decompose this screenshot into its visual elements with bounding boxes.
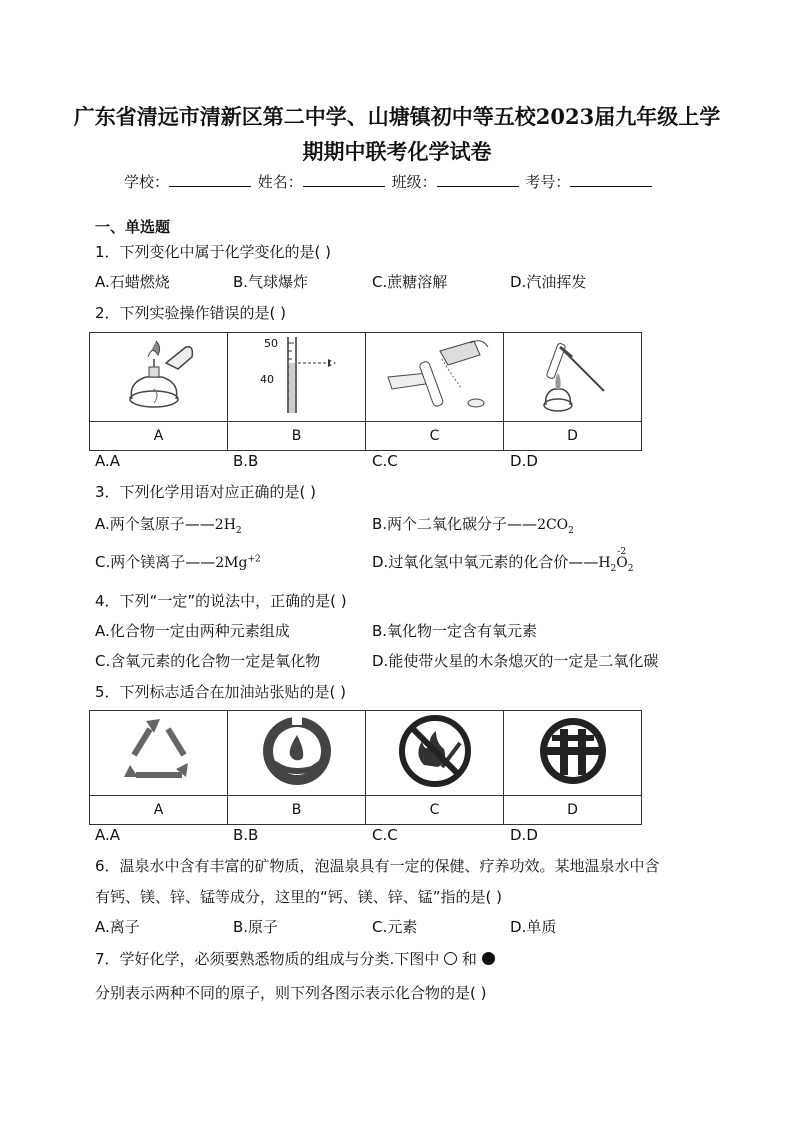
q5-figure-c [366,711,504,796]
q3-option-c[interactable]: C.两个镁离子$——2Mg^{+2}$ [95,553,261,571]
q2-figure-c [366,333,504,422]
q2-figure-label-b: B [228,422,366,451]
water-saving-icon [232,711,362,791]
q2-stem: 2．下列实验操作错误的是( ) [95,304,287,322]
q2-figure-table [89,332,642,451]
q2-option-d[interactable]: D.D [510,452,538,470]
school-label: 学校： [124,173,170,191]
q6-stem-line2: 有钙、镁、锌、锰等成分，这里的“钙、镁、锌、锰”指的是( ) [95,888,503,906]
q5-figure-label-a: A [90,796,228,825]
exam-title-line1: 广东省清远市清新区第二中学、山塘镇初中等五校2023届九年级上学 [73,104,721,129]
no-fire-icon [370,711,500,791]
q6-option-c[interactable]: C.元素 [372,918,418,936]
q5-figure-label-b: B [228,796,366,825]
name-label: 姓名： [257,173,303,191]
q2-figure-label-c: C [366,422,504,451]
q2-ruler-top-value: 50 [264,337,278,350]
q1-option-a[interactable]: A.石蜡燃烧 [95,273,170,291]
q7-stem-line1: 7．学好化学，必须要熟悉物质的组成与分类.下图中 和 [95,948,495,969]
q5-option-c[interactable]: C.C [372,826,398,844]
q5-figure-a [90,711,228,796]
q2-figure-a [90,333,228,422]
recycling-icon [94,711,224,791]
q3-option-b[interactable]: B.两个二氧化碳分子$——2CO_2$ [372,515,574,536]
energy-saving-icon [508,711,638,791]
q6-stem-line1: 6．温泉水中含有丰富的矿物质，泡温泉具有一定的保健、疗养功效。某地温泉水中含 [95,857,660,875]
q4-option-d[interactable]: D.能使带火星的木条熄灭的一定是二氧化碳 [372,652,659,670]
q5-option-a[interactable]: A.A [95,826,121,844]
exam-title-line2: 期期中联考化学试卷 [302,139,492,164]
q2-figure-b [228,333,366,422]
class-blank[interactable] [437,172,519,187]
q6-option-a[interactable]: A.离子 [95,918,140,936]
q4-option-a[interactable]: A.化合物一定由两种元素组成 [95,622,290,640]
q3-option-d[interactable]: D.过氧化氢中氧元素的化合价$——H_2$ -2 $O_2$ [372,547,634,574]
q4-option-b[interactable]: B.氧化物一定含有氧元素 [372,622,538,640]
q3-stem: 3．下列化学用语对应正确的是( ) [95,483,317,501]
q6-option-d[interactable]: D.单质 [510,918,557,936]
q1-option-d[interactable]: D.汽油挥发 [510,273,587,291]
q2-figure-label-a: A [90,422,228,451]
school-blank[interactable] [169,172,251,187]
q1-option-c[interactable]: C.蔗糖溶解 [372,273,448,291]
q1-stem: 1．下列变化中属于化学变化的是( ) [95,243,332,261]
q5-stem: 5．下列标志适合在加油站张贴的是( ) [95,683,347,701]
alcohol-lamp-lighting-icon [94,333,224,417]
q5-option-b[interactable]: B.B [233,826,259,844]
examno-blank[interactable] [570,172,652,187]
q5-option-d[interactable]: D.D [510,826,538,844]
q5-figure-table [89,710,642,825]
q5-figure-d [504,711,642,796]
q2-figure-label-d: D [504,422,642,451]
header-fields [124,171,654,192]
q3-option-a[interactable]: A.两个氢原子$——2H_2$ [95,515,242,536]
q5-figure-label-c: C [366,796,504,825]
q2-ruler-bottom-value: 40 [260,373,274,386]
q2-option-c[interactable]: C.C [372,452,398,470]
filled-circle-atom-icon [482,952,495,965]
q2-option-a[interactable]: A.A [95,452,121,470]
open-circle-atom-icon [444,952,457,965]
q5-figure-label-d: D [504,796,642,825]
q4-option-c[interactable]: C.含氧元素的化合物一定是氧化物 [95,652,321,670]
q7-stem-line2: 分别表示两种不同的原子，则下列各图示表示化合物的是( ) [95,984,487,1002]
name-blank[interactable] [303,172,385,187]
pouring-liquid-icon [370,333,500,417]
q1-option-b[interactable]: B.气球爆炸 [233,273,309,291]
graduated-cylinder-reading-icon [232,333,362,417]
heating-test-tube-icon [508,333,638,417]
section-heading: 一、单选题 [95,218,171,236]
q4-stem: 4．下列“一定”的说法中，正确的是( ) [95,592,347,610]
q5-figure-b [228,711,366,796]
class-label: 班级： [391,173,437,191]
q2-option-b[interactable]: B.B [233,452,259,470]
examno-label: 考号： [525,173,571,191]
q2-figure-d [504,333,642,422]
q6-option-b[interactable]: B.原子 [233,918,279,936]
